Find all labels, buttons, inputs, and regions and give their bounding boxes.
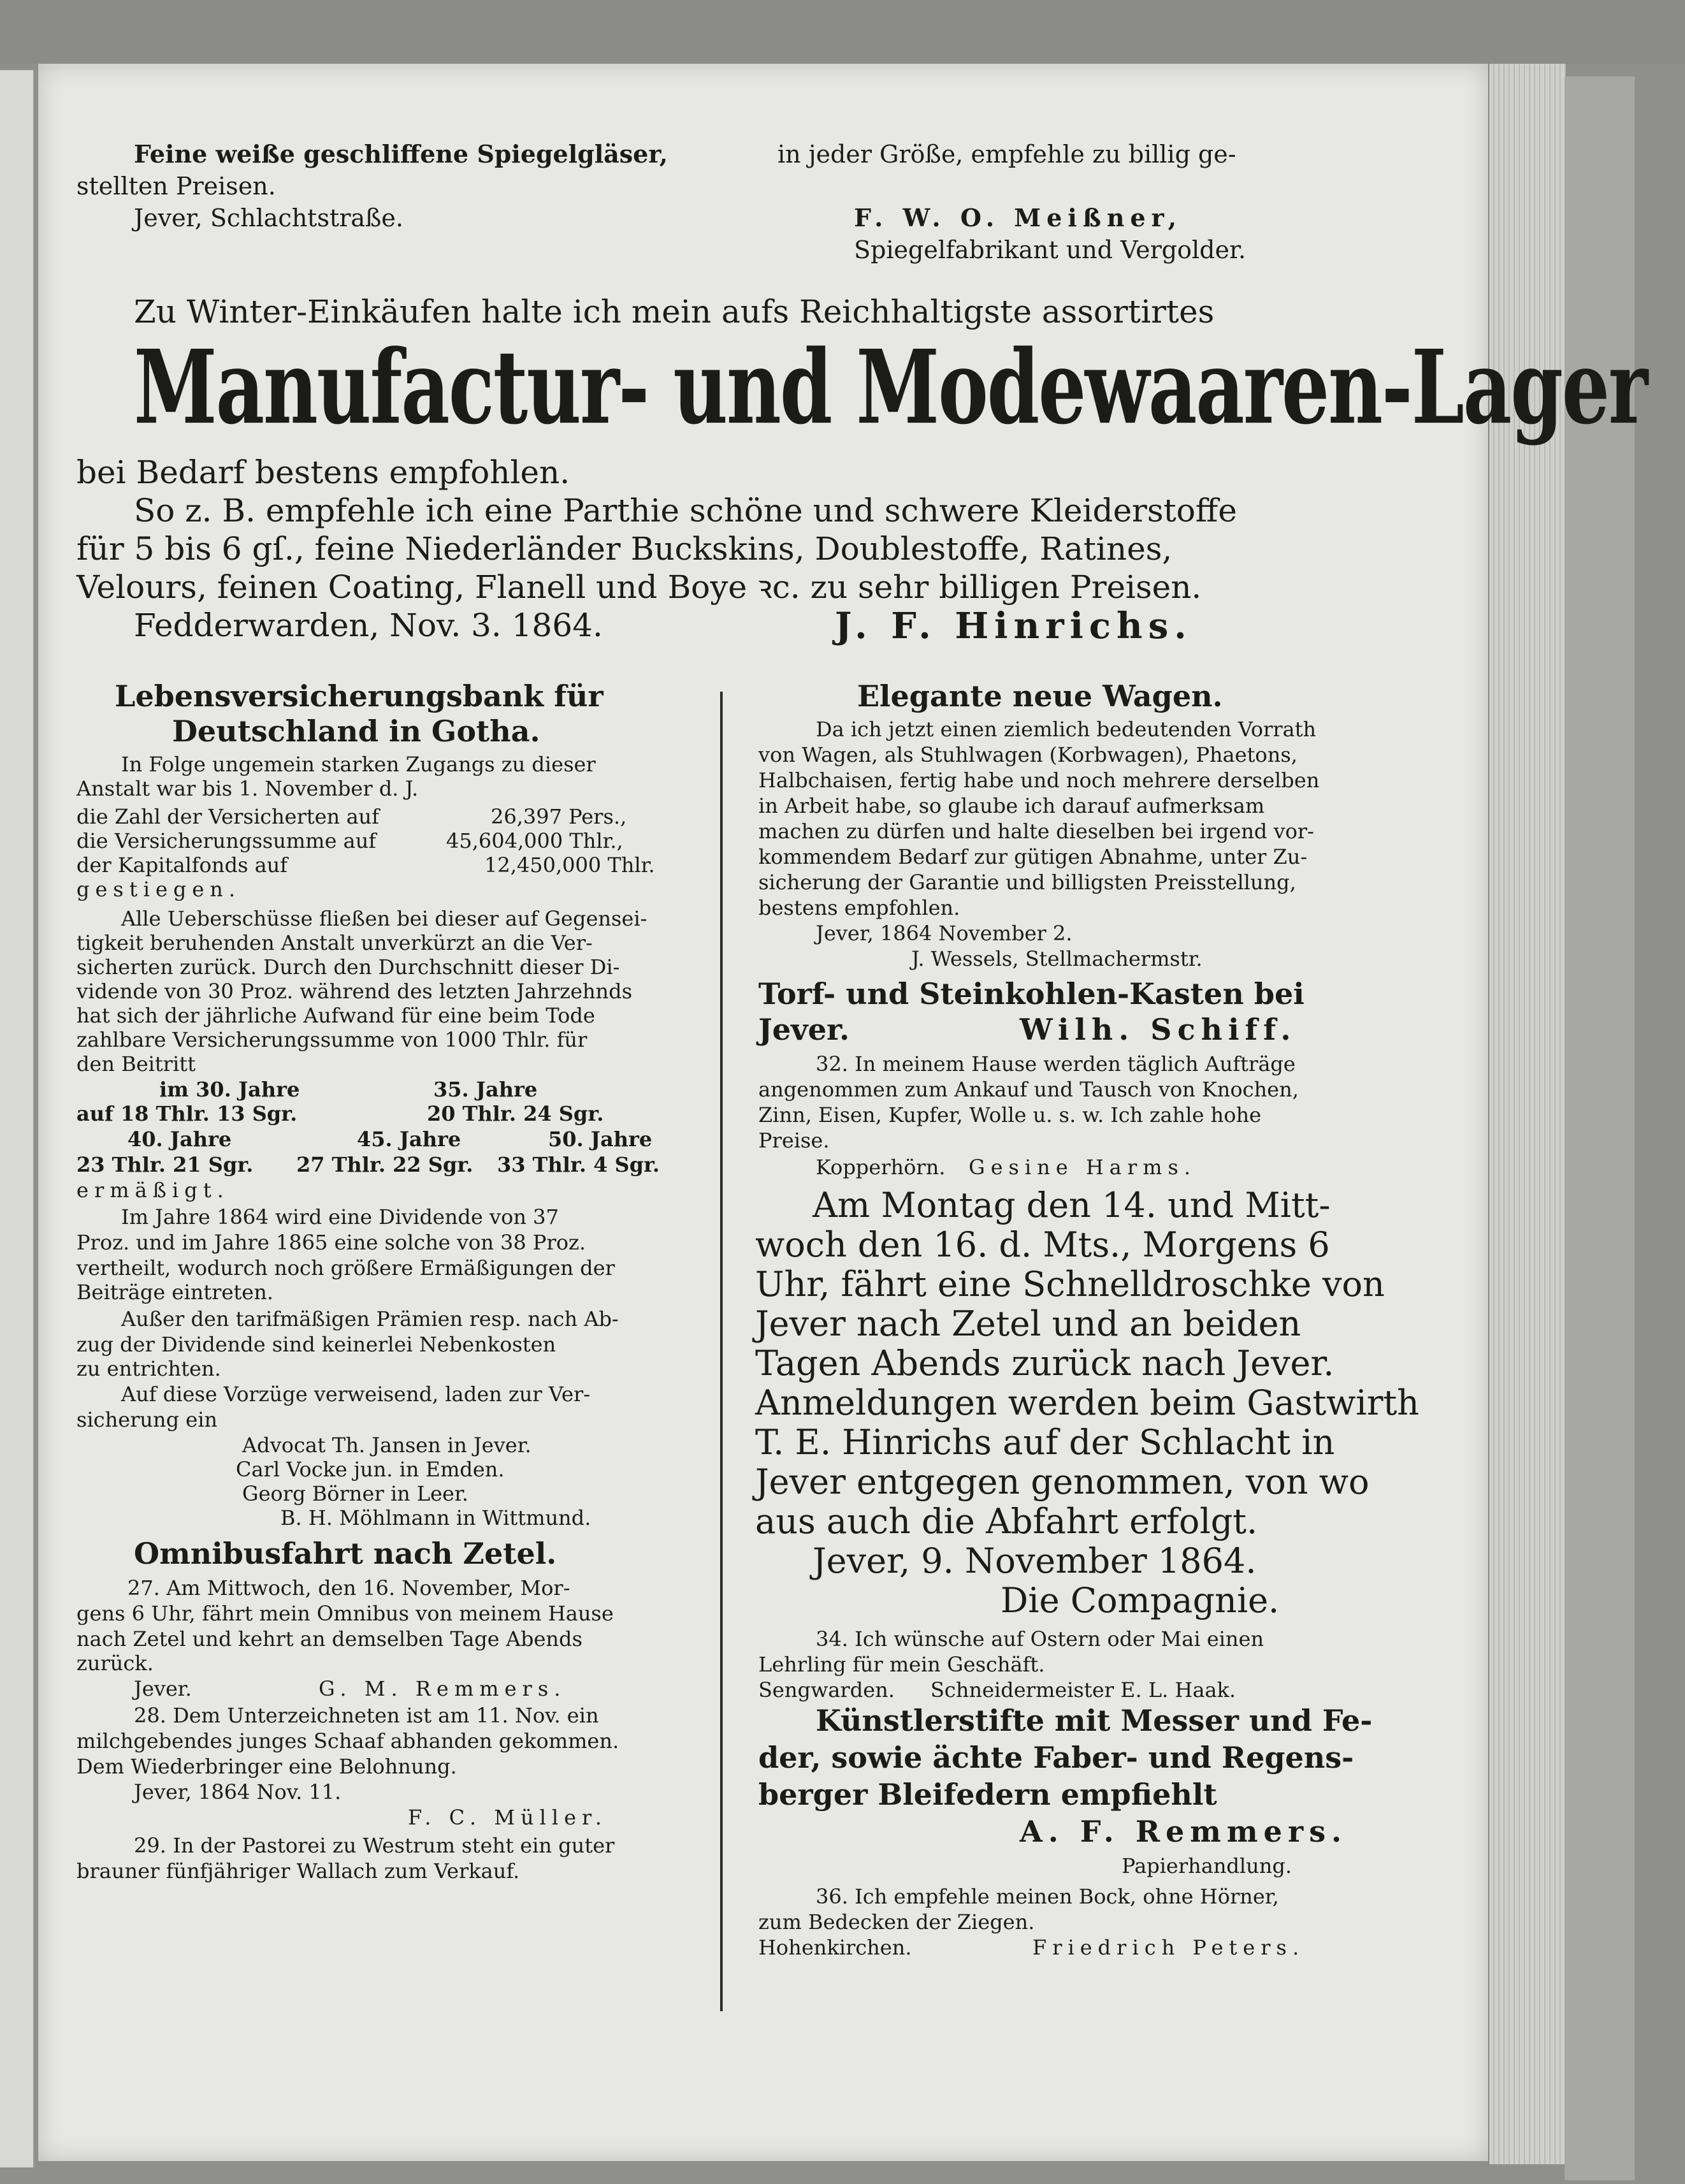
lebens-agent: B. H. Möhlmann in Wittmund. [280,1506,591,1530]
manufactur-line2: So z. B. empfehle ich eine Parthie schöne und schwere Kleiderstoffe [134,492,1237,529]
wagen-line: in Arbeit habe, so glaube ich darauf aufmerksam [758,794,1265,818]
schaaf-line: milchgebendes junges Schaaf abhanden gekommen. [76,1729,619,1753]
droschke-line: Am Montag den 14. und Mitt- [813,1185,1331,1225]
omnibus-title: Omnibusfahrt nach Zetel. [134,1536,557,1571]
lebens-p3-line: Im Jahre 1864 wird eine Dividende von 37 [121,1205,559,1229]
spiegel-line1-bold: Feine weiße geschliffene Spiegelgläser, [134,140,668,168]
lebens-agent: Advocat Th. Jansen in Jever. [242,1433,532,1457]
droschke-line: Jever entgegen genommen, von wo [755,1462,1370,1502]
lebens-title-line2: Deutschland in Gotha. [172,714,540,748]
droschke-line: woch den 16. d. Mts., Morgens 6 [755,1225,1330,1265]
lebens-p4-line: zug der Dividende sind keinerlei Nebenkosten [76,1332,556,1357]
wagen-line: sicherung der Garantie und billigsten Preisstellung, [758,870,1296,894]
wagen-line: bestens empfohlen. [758,896,960,920]
omnibus-place: Jever. [134,1677,192,1701]
lebens-p5-line: sicherung ein [76,1408,218,1432]
lebens-p2-line: den Beitritt [76,1052,196,1076]
wagen-place: Jever, 1864 November 2. [816,921,1073,945]
droschke-line: Anmeldungen werden beim Gastwirth [755,1383,1419,1423]
droschke-line: aus auch die Abfahrt erfolgt. [755,1501,1258,1541]
lebens-stat-label: die Zahl der Versicherten auf [76,804,379,829]
knochen-place: Kopperhörn. [816,1155,946,1179]
omnibus-line: nach Zetel und kehrt an demselben Tage Abends [76,1627,582,1651]
lebens-p5-line: Auf diese Vorzüge verweisend, laden zur Ver- [121,1382,591,1406]
kuenstler-line: Künstlerstifte mit Messer und Fe- [816,1703,1373,1738]
droschke-line: Jever nach Zetel und an beiden [755,1304,1301,1344]
knochen-line: 32. In meinem Hause werden täglich Aufträge [816,1052,1296,1076]
droschke-line: Tagen Abends zurück nach Jever. [755,1343,1334,1383]
lebens-p3-line: Beiträge eintreten. [76,1280,273,1304]
lebens-p2-line: tigkeit beruhenden Anstalt unverkürzt an die Ver- [76,931,593,955]
lebens-p1-line2: Anstalt war bis 1. November d. J. [76,776,419,801]
droschke-date: Jever, 9. November 1864. [813,1541,1257,1581]
lebens-age-cell: 35. Jahre [433,1077,538,1102]
torf-title-place: Jever. [758,1012,850,1047]
wagen-line: machen zu dürfen und halte dieselben bei irgend vor- [758,819,1314,843]
droschke-line: T. E. Hinrichs auf der Schlacht in [755,1422,1335,1462]
lebens-agent: Georg Börner in Leer. [242,1481,468,1506]
spiegel-place: Jever, Schlachtstraße. [134,204,403,232]
lehrling-signature: Schneidermeister E. L. Haak. [930,1678,1236,1702]
lebens-stat-value: 45,604,000 Thlr., [446,829,623,853]
bock-line: 36. Ich empfehle meinen Bock, ohne Hörner, [816,1884,1279,1909]
schaaf-line: Dem Wiederbringer eine Belohnung. [76,1754,457,1779]
lebens-gestiegen: gestiegen. [76,877,242,901]
lebens-age-cell: auf 18 Thlr. 13 Sgr. [76,1102,298,1126]
omnibus-signature: G. M. Remmers. [319,1677,567,1701]
knochen-line: Preise. [758,1128,830,1153]
lebens-stat-label: die Versicherungssumme auf [76,829,377,853]
kuenstler-signature-title: Papierhandlung. [1122,1854,1292,1878]
lebens-age-cell: 50. Jahre [548,1127,653,1151]
kuenstler-line: der, sowie ächte Faber- und Regens- [758,1740,1354,1775]
wagen-line: Da ich jetzt einen ziemlich bedeutenden Vorrath [816,717,1317,741]
manufactur-headline: Manufactur- und Modewaaren-Lager [134,327,1647,447]
lebens-age-cell: 27 Thlr. 22 Sgr. [296,1153,474,1177]
knochen-signature: Gesine Harms. [969,1155,1197,1179]
lebens-p2-line: zahlbare Versicherungssumme von 1000 Thlr. für [76,1028,588,1052]
lebens-p1-line1: In Folge ungemein starken Zugangs zu dieser [121,752,596,776]
wagen-title: Elegante neue Wagen. [857,679,1223,713]
schaaf-line: 28. Dem Unterzeichneten ist am 11. Nov. ein [134,1703,599,1728]
scan-background-top [0,0,1685,64]
wallach-line: brauner fünfjähriger Wallach zum Verkauf. [76,1859,520,1883]
manufactur-place: Fedderwarden, Nov. 3. 1864. [134,607,603,644]
kuenstler-line: berger Bleifedern empfiehlt [758,1777,1217,1812]
wagen-signature: J. Wessels, Stellmachermstr. [911,947,1203,971]
omnibus-line: 27. Am Mittwoch, den 16. November, Mor- [127,1576,570,1600]
manufactur-intro: Zu Winter-Einkäufen halte ich mein aufs Reichhaltigste assortirtes [134,293,1215,330]
wagen-line: kommendem Bedarf zur gütigen Abnahme, unter Zu- [758,845,1308,869]
bock-place: Hohenkirchen. [758,1935,912,1960]
lebens-age-cell: 45. Jahre [357,1127,461,1151]
knochen-line: Zinn, Eisen, Kupfer, Wolle u. s. w. Ich zahle hohe [758,1103,1262,1127]
lebens-age-cell: 20 Thlr. 24 Sgr. [427,1102,604,1126]
lebens-title-line1: Lebensversicherungsbank für [115,679,604,713]
lebens-p3-line: vertheilt, wodurch noch größere Ermäßigungen der [76,1256,615,1280]
manufactur-line4: Velours, feinen Coating, Flanell und Boye ꝛc. zu sehr billigen Preisen. [76,569,1202,606]
droschke-line: Uhr, fährt eine Schnelldroschke von [755,1264,1385,1304]
schaaf-signature: F. C. Müller. [408,1805,607,1830]
lebens-stat-value: 26,397 Pers., [491,804,627,829]
lebens-p2-line: Alle Ueberschüsse fließen bei dieser auf Gegensei- [121,906,647,931]
lebens-age-cell: 33 Thlr. 4 Sgr. [497,1153,660,1177]
wagen-line: von Wagen, als Stuhlwagen (Korbwagen), Phaetons, [758,743,1298,767]
lebens-p4-line: zu entrichten. [76,1357,221,1381]
column-divider [720,692,723,2011]
torf-title-line1: Torf- und Steinkohlen-Kasten bei [758,977,1305,1011]
kuenstler-signature: A. F. Remmers. [1020,1814,1348,1849]
lebens-p2-line: hat sich der jährliche Aufwand für eine beim Tode [76,1003,595,1028]
lebens-age-cell: im 30. Jahre [159,1077,300,1102]
manufactur-line1: bei Bedarf bestens empfohlen. [76,454,570,491]
bock-signature: Friedrich Peters. [1032,1935,1305,1960]
omnibus-line: zurück. [76,1651,154,1675]
lehrling-place: Sengwarden. [758,1678,895,1702]
lebens-age-cell: 23 Thlr. 21 Sgr. [76,1153,254,1177]
spiegel-line1-rest: in jeder Größe, empfehle zu billig ge- [777,140,1236,168]
torf-title-signature: Wilh. Schiff. [1020,1012,1297,1047]
lebens-stat-value: 12,450,000 Thlr. [484,853,655,877]
lebens-age-cell: 40. Jahre [127,1127,232,1151]
lebens-p2-line: vidende von 30 Proz. während des letzten Jahrzehnds [76,979,633,1003]
droschke-signature: Die Compagnie. [1001,1580,1280,1620]
facing-page-edge [0,70,34,2167]
lehrling-line: Lehrling für mein Geschäft. [758,1652,1045,1677]
wallach-line: 29. In der Pastorei zu Westrum steht ein guter [134,1833,615,1858]
spiegel-line2: stellten Preisen. [76,172,276,200]
knochen-line: angenommen zum Ankauf und Tausch von Knochen, [758,1077,1299,1102]
newspaper-page [38,64,1647,2161]
spiegel-signature: F. W. O. Meißner, [854,203,1183,232]
lebens-p3-line: Proz. und im Jahre 1865 eine solche von 38 Proz. [76,1230,586,1255]
manufactur-signature: J. F. Hinrichs. [835,605,1192,647]
schaaf-place: Jever, 1864 Nov. 11. [134,1780,342,1804]
lebens-ermaessigt: ermäßigt. [76,1178,229,1202]
lebens-stat-label: der Kapitalfonds auf [76,853,288,877]
lehrling-line: 34. Ich wünsche auf Ostern oder Mai einen [816,1627,1264,1651]
bock-line: zum Bedecken der Ziegen. [758,1910,1035,1934]
lebens-p4-line: Außer den tarifmäßigen Prämien resp. nach Ab- [121,1307,619,1331]
wagen-line: Halbchaisen, fertig habe und noch mehrere derselben [758,768,1320,792]
spiegel-signature-title: Spiegelfabrikant und Vergolder. [854,236,1247,264]
lebens-agent: Carl Vocke jun. in Emden. [236,1457,505,1481]
omnibus-line: gens 6 Uhr, fährt mein Omnibus von meinem Hause [76,1601,614,1626]
manufactur-line3: für 5 bis 6 gſ., feine Niederländer Buckskins, Doublestoffe, Ratines, [76,530,1173,567]
lebens-p2-line: sicherten zurück. Durch den Durchschnitt dieser Di- [76,955,620,979]
